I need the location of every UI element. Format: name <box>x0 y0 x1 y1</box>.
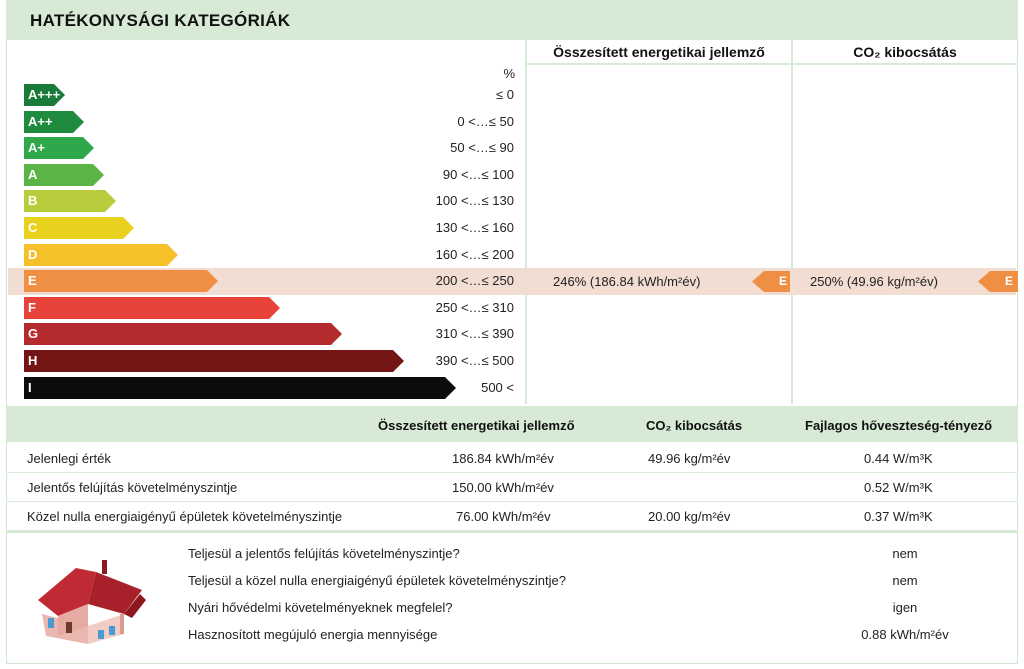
question-answer: nem <box>892 573 918 588</box>
table-cell-co2: 49.96 kg/m²év <box>648 451 731 466</box>
percent-label: % <box>503 66 515 81</box>
table-cell-energy: 150.00 kWh/m²év <box>452 480 554 495</box>
current-co2-value: 250% (49.96 kg/m²év) <box>810 274 938 289</box>
category-range: 310 <…≤ 390 <box>435 326 514 341</box>
category-arrow <box>24 350 404 372</box>
category-range: 200 <…≤ 250 <box>435 273 514 288</box>
grid-line <box>525 63 1018 65</box>
table-header-co2: CO₂ kibocsátás <box>646 418 743 433</box>
category-range: 0 <…≤ 50 <box>457 114 514 129</box>
category-label: I <box>28 380 32 395</box>
title-bar <box>6 0 1018 40</box>
category-label: E <box>28 273 37 288</box>
category-label: A+++ <box>28 87 61 102</box>
house-icon <box>36 556 150 644</box>
category-arrow <box>24 377 456 399</box>
category-label: C <box>28 220 38 235</box>
table-cell-loss: 0.52 W/m³K <box>864 480 933 495</box>
category-arrow <box>24 190 116 212</box>
question-label: Hasznosított megújuló energia mennyisége <box>188 627 438 642</box>
category-range: 250 <…≤ 310 <box>435 300 514 315</box>
category-label: A <box>28 167 38 182</box>
category-range: 160 <…≤ 200 <box>435 247 514 262</box>
category-range: 500 < <box>481 380 514 395</box>
table-row-label: Közel nulla energiaigényű épületek követelményszintje <box>27 509 343 524</box>
table-cell-energy: 76.00 kWh/m²év <box>456 509 551 524</box>
category-label: A+ <box>28 140 45 155</box>
question-answer: igen <box>892 600 918 615</box>
category-arrow <box>24 244 178 266</box>
category-label: A++ <box>28 114 53 129</box>
section-divider <box>6 530 1018 533</box>
grid-line <box>791 40 793 404</box>
category-label: D <box>28 247 38 262</box>
table-cell-co2: 20.00 kg/m²év <box>648 509 731 524</box>
category-arrow <box>24 270 218 292</box>
question-label: Teljesül a jelentős felújítás követelményszintje? <box>188 546 460 561</box>
table-header-energy: Összesített energetikai jellemző <box>378 418 575 433</box>
grid-line <box>525 40 527 404</box>
question-answer: 0.88 kWh/m²év <box>861 627 949 642</box>
question-label: Teljesül a közel nulla energiaigényű épületek követelményszintje? <box>188 573 566 588</box>
table-cell-loss: 0.44 W/m³K <box>864 451 933 466</box>
category-label: B <box>28 193 38 208</box>
category-range: 390 <…≤ 500 <box>435 353 514 368</box>
page-title: HATÉKONYSÁGI KATEGÓRIÁK <box>30 11 291 30</box>
row-divider <box>6 472 1018 473</box>
category-range: 130 <…≤ 160 <box>435 220 514 235</box>
category-range: ≤ 0 <box>496 87 514 102</box>
question-answer: nem <box>892 546 918 561</box>
category-arrow <box>24 323 342 345</box>
table-row-label: Jelenlegi érték <box>27 451 111 466</box>
energy-column-header: Összesített energetikai jellemző <box>527 40 791 64</box>
category-label: H <box>28 353 38 368</box>
table-cell-loss: 0.37 W/m³K <box>864 509 933 524</box>
table-row-label: Jelentős felújítás követelményszintje <box>27 480 238 495</box>
current-energy-value: 246% (186.84 kWh/m²év) <box>553 274 701 289</box>
category-range: 50 <…≤ 90 <box>450 140 514 155</box>
category-label: G <box>28 326 39 341</box>
question-label: Nyári hővédelmi követelményeknek megfelel? <box>188 600 453 615</box>
table-cell-energy: 186.84 kWh/m²év <box>452 451 554 466</box>
category-label: F <box>28 300 36 315</box>
category-range: 90 <…≤ 100 <box>442 167 514 182</box>
co2-current-category: E <box>1005 274 1014 288</box>
category-range: 100 <…≤ 130 <box>435 193 514 208</box>
table-header-loss: Fajlagos hőveszteség-tényező <box>805 418 993 433</box>
row-divider <box>6 501 1018 502</box>
category-arrow <box>24 217 134 239</box>
co2-column-header: CO₂ kibocsátás <box>793 40 1017 64</box>
category-arrow <box>24 297 280 319</box>
energy-current-category: E <box>779 274 788 288</box>
